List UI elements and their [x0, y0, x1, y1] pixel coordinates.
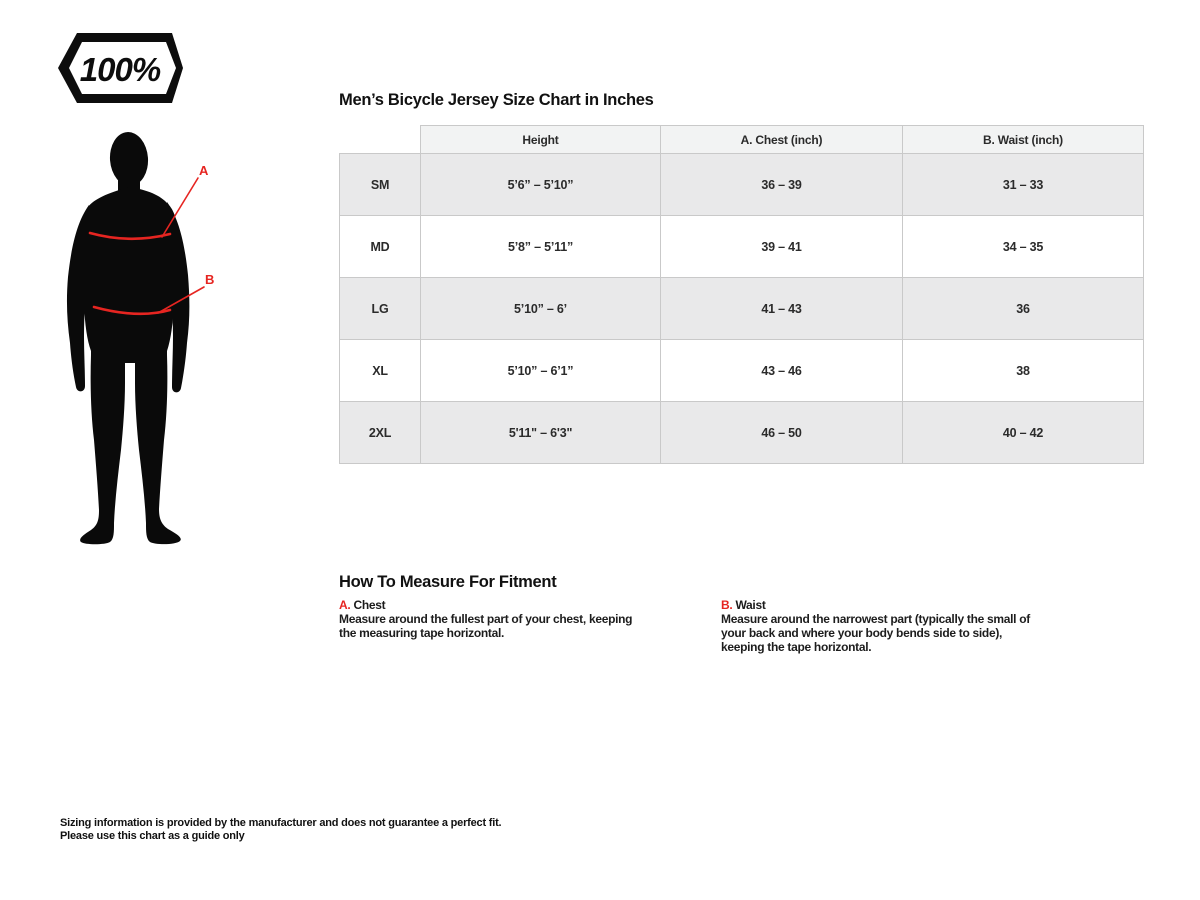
table-header-waist: B. Waist (inch)	[903, 126, 1144, 154]
measure-chest-prefix: A.	[339, 598, 351, 612]
size-label: LG	[340, 278, 421, 340]
chest-value: 39 – 41	[661, 216, 903, 278]
chest-value: 41 – 43	[661, 278, 903, 340]
measure-waist-label	[721, 598, 1033, 612]
height-value: 5’10” – 6’	[421, 278, 661, 340]
chest-marker-label: A	[199, 163, 209, 178]
table-header-blank-cell	[340, 126, 421, 154]
size-chart-table	[339, 125, 1144, 464]
chest-value: 36 – 39	[661, 154, 903, 216]
table-header-chest: A. Chest (inch)	[661, 126, 903, 154]
waist-marker-label: B	[205, 272, 215, 287]
table-row	[340, 154, 1144, 216]
measure-chest-name: Chest	[353, 598, 386, 612]
size-label: SM	[340, 154, 421, 216]
measure-waist-description: Measure around the narrowest part (typically the small of your back and where your body bends side to side), keeping the tape horizontal.	[721, 612, 1030, 654]
measure-chest-block	[339, 598, 651, 640]
height-value: 5’10” – 6’1”	[421, 340, 661, 402]
waist-value: 38	[903, 340, 1144, 402]
table-header-row	[340, 126, 1144, 154]
logo-text: 100%	[79, 51, 161, 88]
height-value: 5’6” – 5’10”	[421, 154, 661, 216]
waist-value: 36	[903, 278, 1144, 340]
how-to-measure-title: How To Measure For Fitment	[339, 573, 557, 591]
disclaimer-line-1: Sizing information is provided by the manufacturer and does not guarantee a perfect fit.	[60, 817, 502, 829]
table-row	[340, 340, 1144, 402]
measure-waist-prefix: B.	[721, 598, 733, 612]
measure-chest-label	[339, 598, 651, 612]
brand-logo	[58, 33, 183, 103]
sizing-disclaimer	[60, 817, 501, 842]
waist-value: 40 – 42	[903, 402, 1144, 464]
table-header-height: Height	[421, 126, 661, 154]
height-value: 5’8” – 5’11”	[421, 216, 661, 278]
height-value: 5'11" – 6'3"	[421, 402, 661, 464]
table-row	[340, 402, 1144, 464]
measure-waist-block	[721, 598, 1033, 654]
table-row	[340, 278, 1144, 340]
measure-chest-description: Measure around the fullest part of your chest, keeping the measuring tape horizontal.	[339, 612, 633, 640]
waist-value: 34 – 35	[903, 216, 1144, 278]
size-label: 2XL	[340, 402, 421, 464]
measure-waist-name: Waist	[735, 598, 766, 612]
waist-value: 31 – 33	[903, 154, 1144, 216]
disclaimer-line-2: Please use this chart as a guide only	[60, 829, 245, 842]
body-silhouette-figure	[58, 105, 218, 550]
table-row	[340, 216, 1144, 278]
body-silhouette	[67, 131, 189, 545]
chest-value: 43 – 46	[661, 340, 903, 402]
size-chart-title: Men’s Bicycle Jersey Size Chart in Inches	[339, 91, 654, 109]
size-label: XL	[340, 340, 421, 402]
chest-value: 46 – 50	[661, 402, 903, 464]
size-label: MD	[340, 216, 421, 278]
